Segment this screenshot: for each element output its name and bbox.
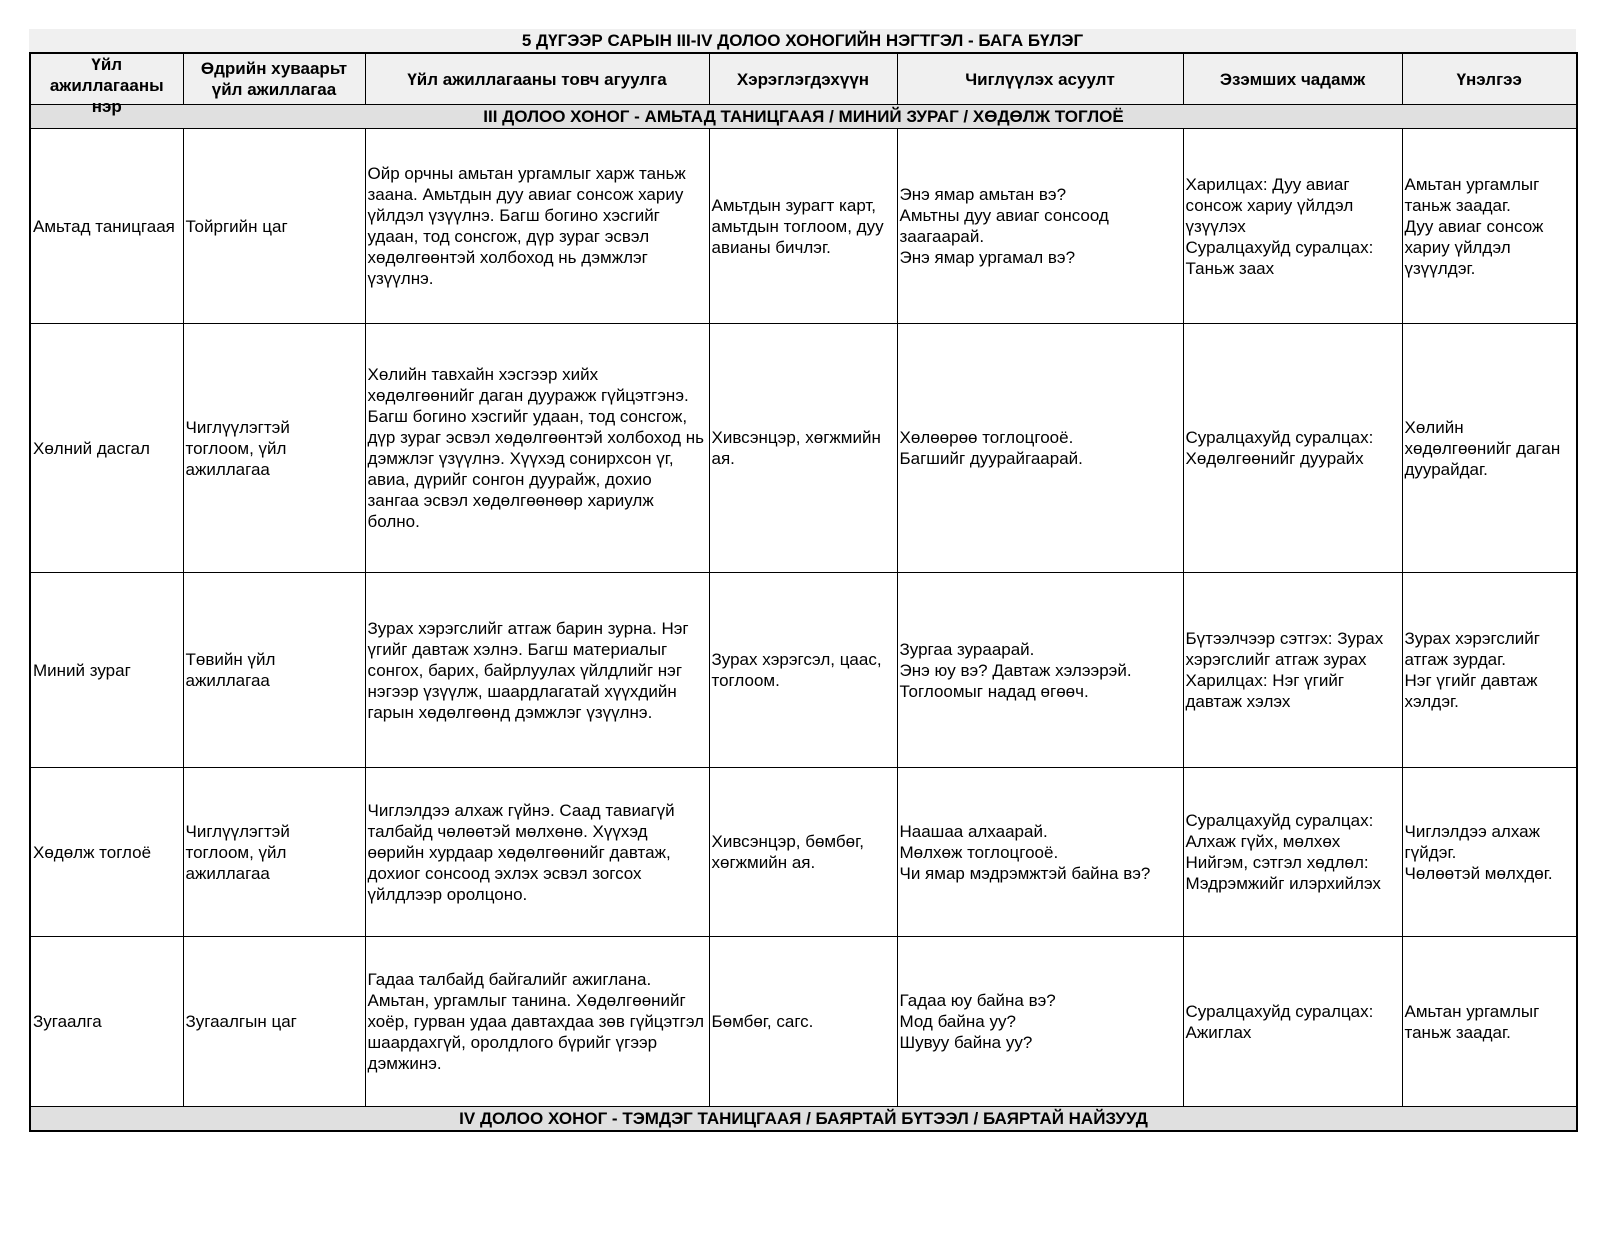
schedule-text: Төвийн үйл ажиллагаа (185, 650, 276, 690)
materials-text: Хивсэнцэр, бөмбөг, хөгжмийн ая. (711, 832, 864, 872)
content-text: Ойр орчны амьтан ургамлыг харж таньж заана. Амьтдын дуу авиаг сонсож хариу үйлдэл үзүүлнэ. Багш богино хэсгийг удаан, тод сонсгож, дүр зураг эсвэл хөдөлгөөнтэй холбоход нь дэмжлэг үзүүлнэ. (367, 164, 686, 288)
questions-cell (897, 324, 1183, 573)
assessment-cell (1402, 324, 1577, 573)
schedule-cell (183, 937, 365, 1107)
assessment-line: Амьтан ургамлыг таньж заадаг. (1404, 174, 1540, 215)
activity-name-text: Зугаалга (33, 1012, 102, 1031)
column-header: Хэрэглэгдэхүүн (709, 53, 897, 105)
questions-line: Зургаа зураарай. (899, 639, 1035, 659)
materials-cell (709, 573, 897, 768)
column-header: Эзэмших чадамж (1183, 53, 1402, 105)
content-cell (365, 129, 709, 324)
competency-line: Суралцахуйд суралцах: Алхаж гүйх, мөлхөх (1185, 811, 1374, 851)
sheet-title: 5 ДҮГЭЭР САРЫН III-IV ДОЛОО ХОНОГИЙН НЭГТГЭЛ - БАГА БҮЛЭГ (29, 29, 1576, 52)
competency-cell (1183, 324, 1402, 573)
materials-text: Зурах хэрэгсэл, цаас, тоглоом. (711, 650, 882, 690)
questions-cell (897, 937, 1183, 1107)
column-header-row (30, 53, 1577, 105)
competency-line: Суралцахуйд суралцах: Ажиглах (1185, 1001, 1374, 1042)
questions-line: Энэ юу вэ? Давтаж хэлээрэй. (899, 660, 1132, 680)
competency-cell (1183, 573, 1402, 768)
activity-name-text: Миний зураг (33, 660, 131, 680)
assessment-cell (1402, 573, 1577, 768)
questions-line: Амьтны дуу авиаг сонсоод заагаарай. (899, 206, 1109, 246)
assessment-cell (1402, 937, 1577, 1107)
questions-cell (897, 129, 1183, 324)
schedule-cell (183, 768, 365, 937)
column-header: Үйл ажиллагааны нэр (30, 53, 183, 105)
content-text: Чиглэлдээ алхаж гүйнэ. Саад тавиагүй талбайд чөлөөтэй мөлхөнө. Хүүхэд өөрийн хурдаар хөдөлгөөнийг давтаж, дохиог сонсоод эхлэх эсвэл зогсох үйлдлээр оролцоно. (367, 800, 675, 904)
activity-name-text: Амьтад таницгаая (33, 216, 175, 236)
questions-cell (897, 573, 1183, 768)
summary-sheet (29, 29, 1576, 1132)
competency-line: Суралцахуйд суралцах: Таньж заах (1185, 237, 1374, 278)
questions-line: Наашаа алхаарай. (899, 821, 1048, 841)
week-header-row (30, 1107, 1577, 1132)
activity-name-text: Хөлний дасгал (33, 438, 150, 458)
questions-line: Шувуу байна уу? (899, 1033, 1033, 1052)
table-row (30, 937, 1577, 1107)
activity-name-cell (30, 937, 183, 1107)
competency-line: Нийгэм, сэтгэл хөдлөл: Мэдрэмжийг илэрхийлэх (1185, 853, 1381, 893)
assessment-cell (1402, 768, 1577, 937)
table-row (30, 573, 1577, 768)
questions-cell (897, 768, 1183, 937)
schedule-cell (183, 324, 365, 573)
content-cell (365, 768, 709, 937)
questions-line: Гадаа юу байна вэ? (899, 991, 1056, 1010)
questions-line: Чи ямар мэдрэмжтэй байна вэ? (899, 863, 1151, 883)
competency-line: Суралцахуйд суралцах: Хөдөлгөөнийг дуурайх (1185, 428, 1374, 468)
competency-cell (1183, 937, 1402, 1107)
schedule-cell (183, 573, 365, 768)
materials-text: Амьтдын зурагт карт, амьтдын тоглоом, дуу авианы бичлэг. (711, 195, 884, 257)
materials-text: Хивсэнцэр, хөгжмийн ая. (711, 428, 881, 468)
materials-cell (709, 324, 897, 573)
content-cell (365, 324, 709, 573)
week-header-row (30, 105, 1577, 129)
column-header: Үнэлгээ (1402, 53, 1577, 105)
week4-header: IV ДОЛОО ХОНОГ - ТЭМДЭГ ТАНИЦГААЯ / БАЯРТАЙ БҮТЭЭЛ / БАЯРТАЙ НАЙЗУУД (30, 1107, 1577, 1132)
assessment-line: Нэг үгийг давтаж хэлдэг. (1404, 671, 1538, 711)
materials-cell (709, 937, 897, 1107)
assessment-line: Зурах хэрэгслийг атгаж зурдаг. (1404, 629, 1540, 669)
assessment-line: Хөлийн хөдөлгөөнийг даган дуурайдаг. (1404, 417, 1561, 479)
column-header: Чиглүүлэх асуулт (897, 53, 1183, 105)
content-text: Гадаа талбайд байгалийг ажиглана. Амьтан, ургамлыг танина. Хөдөлгөөнийг хоёр, гурван удаа давтахдаа зөв гүйцэтгэл шаардахгүй, оролдлого бүрийг үгээр дэмжинэ. (367, 970, 705, 1073)
materials-cell (709, 768, 897, 937)
competency-line: Бүтээлчээр сэтгэх: Зурах хэрэгслийг атгаж зурах (1185, 629, 1384, 669)
activity-name-cell (30, 768, 183, 937)
column-header: Үйл ажиллагааны товч агуулга (365, 53, 709, 105)
content-text: Зурах хэрэгслийг атгаж барин зурна. Нэг үгийг давтаж хэлнэ. Багш материалыг сонгох, барих, байрлуулах үйлдлийг нэг нэгээр үзүүлж, шаардлагатай хүүхдийн гарын хөдөлгөөнд дэмжлэг үзүүлнэ. (367, 618, 689, 722)
questions-line: Мөлхөж тоглоцгооё. (899, 842, 1059, 862)
plan-table (29, 52, 1578, 1132)
schedule-cell (183, 129, 365, 324)
table-row (30, 768, 1577, 937)
activity-name-text: Хөдөлж тоглоё (33, 842, 152, 862)
week3-header: III ДОЛОО ХОНОГ - АМЬТАД ТАНИЦГААЯ / МИНИЙ ЗУРАГ / ХӨДӨЛЖ ТОГЛОЁ (30, 105, 1577, 129)
table-row (30, 129, 1577, 324)
questions-line: Энэ ямар амьтан вэ? (899, 185, 1067, 204)
questions-line: Энэ ямар ургамал вэ? (899, 248, 1076, 267)
activity-name-cell (30, 324, 183, 573)
content-cell (365, 937, 709, 1107)
content-cell (365, 573, 709, 768)
competency-cell (1183, 129, 1402, 324)
assessment-line: Дуу авиаг сонсож хариу үйлдэл үзүүлдэг. (1404, 216, 1544, 278)
materials-text: Бөмбөг, сагс. (711, 1012, 814, 1031)
questions-line: Тоглоомыг надад өгөөч. (899, 681, 1089, 701)
schedule-text: Зугаалгын цаг (185, 1012, 297, 1031)
competency-line: Харилцах: Нэг үгийг давтаж хэлэх (1185, 671, 1345, 711)
assessment-line: Чиглэлдээ алхаж гүйдэг. (1404, 821, 1540, 862)
activity-name-cell (30, 573, 183, 768)
column-header: Өдрийн хуваарьт үйл ажиллагаа (183, 53, 365, 105)
table-row (30, 324, 1577, 573)
materials-cell (709, 129, 897, 324)
schedule-text: Тойргийн цаг (185, 216, 288, 236)
content-text: Хөлийн тавхайн хэсгээр хийх хөдөлгөөнийг даган дууражж гүйцэтгэнэ. Багш богино хэсгийг удаан, тод сонсгож, дүр зураг эсвэл хөдөлгөөнтэй холбоход нь дэмжлэг үзүүлнэ. Хүүхэд сонирхсон үг, авиа, дүрийг сонгон дуурайж, дохио зангаа эсвэл хөдөлгөөнөөр хариулж болно. (367, 365, 705, 531)
questions-line: Мод байна уу? (899, 1012, 1016, 1031)
questions-line: Хөлөөрөө тоглоцгооё. (899, 428, 1074, 447)
assessment-cell (1402, 129, 1577, 324)
schedule-text: Чиглүүлэгтэй тоглоом, үйл ажиллагаа (185, 417, 290, 479)
activity-name-cell (30, 129, 183, 324)
questions-line: Багшийг дуурайгаарай. (899, 449, 1083, 468)
assessment-line: Чөлөөтэй мөлхдөг. (1404, 863, 1553, 883)
competency-cell (1183, 768, 1402, 937)
competency-line: Харилцах: Дуу авиаг сонсож хариу үйлдэл үзүүлэх (1185, 174, 1354, 236)
assessment-line: Амьтан ургамлыг таньж заадаг. (1404, 1001, 1540, 1042)
schedule-text: Чиглүүлэгтэй тоглоом, үйл ажиллагаа (185, 821, 290, 883)
